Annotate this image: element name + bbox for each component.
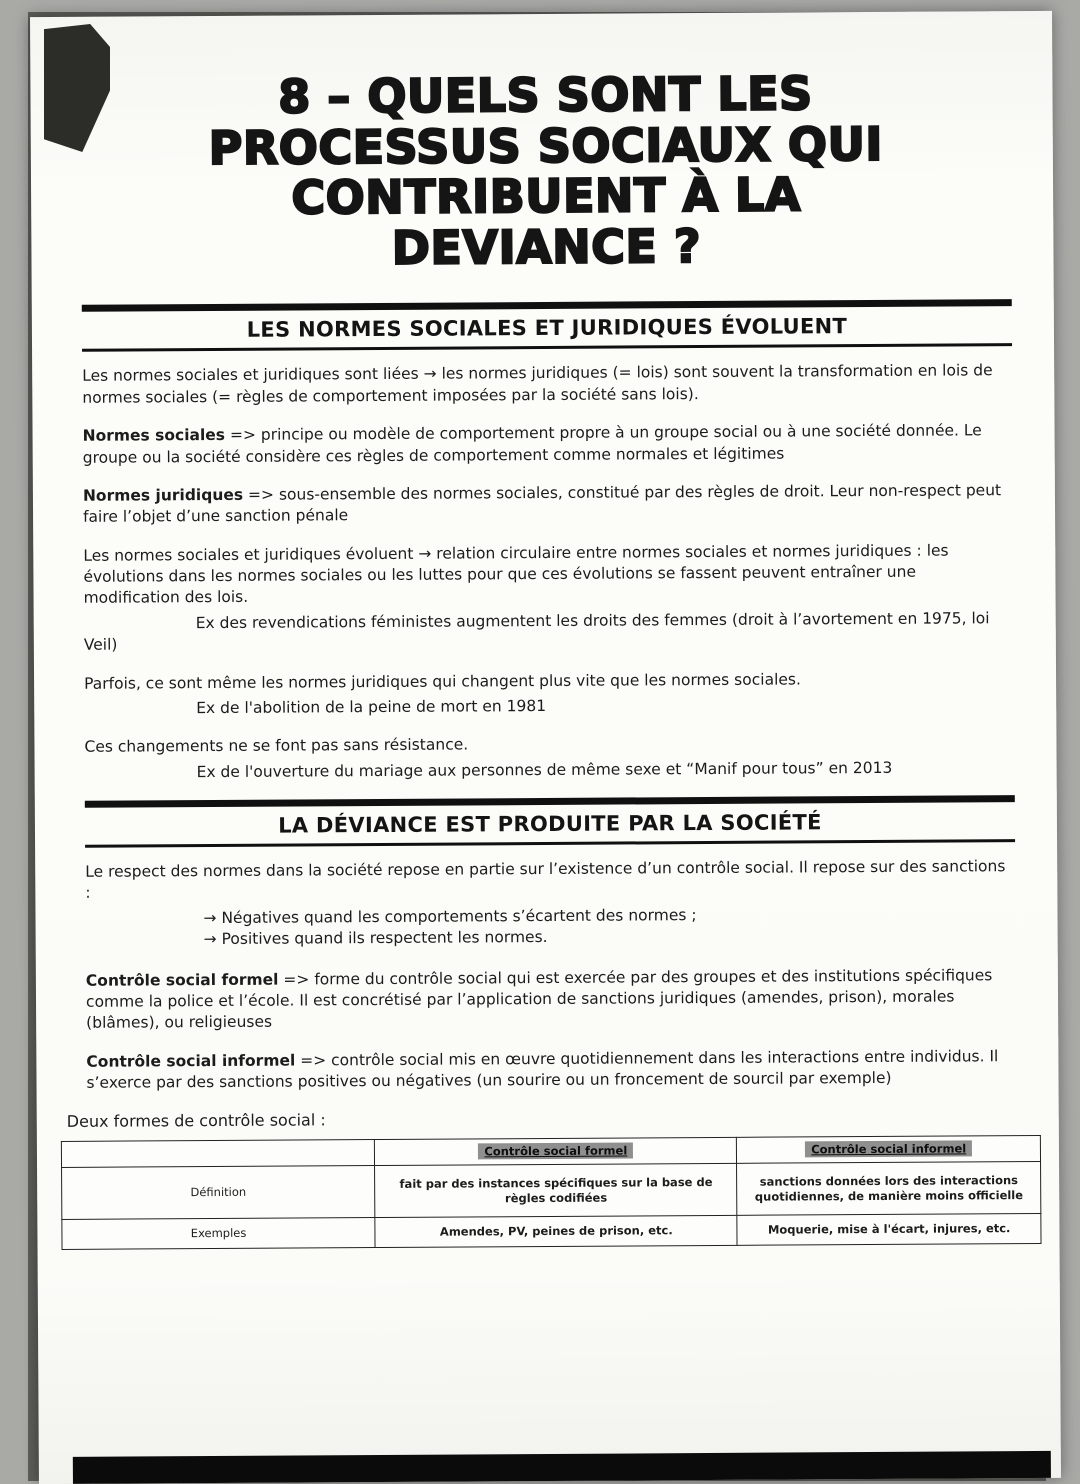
section-heading-block (85, 795, 1015, 848)
paragraph (84, 668, 1014, 695)
table-cell: Moquerie, mise à l'écart, injures, etc. (737, 1214, 1041, 1246)
table-row-definition (62, 1162, 1041, 1220)
table-header-formel-label: Contrôle social formel (478, 1143, 633, 1160)
section-heading: LA DÉVIANCE EST PRODUITE PAR LA SOCIÉTÉ (278, 810, 822, 838)
definition-paragraph (83, 480, 1013, 528)
paragraph-text: Les normes sociales et juridiques évoluent → relation circulaire entre normes sociales et normes juridiques : les évolutions dans les normes sociales ou les luttes pour que ces évolutions se fassent peuvent entraîner une modification des lois. (83, 541, 949, 608)
definition-text: sous-ensemble des normes sociales, constitué par des règles de droit. Leur non-respect peut faire l’objet d’une sanction pénale (83, 481, 1002, 527)
paragraph (82, 361, 1012, 409)
paragraph-text: Ces changements ne se font pas sans résistance. (84, 735, 469, 757)
table-wrapper (61, 1135, 1042, 1250)
definition-term: Normes juridiques (82, 485, 244, 505)
example-line: Ex de l'abolition de la peine de mort en 1981 (196, 696, 547, 717)
table-header-informel-label: Contrôle social informel (805, 1141, 972, 1158)
definition-separator: => (295, 1050, 332, 1070)
title-line: 8 – QUELS SONT LES (278, 66, 813, 124)
definition-paragraph (83, 420, 1013, 468)
definition-text: contrôle social mis en œuvre quotidiennement dans les interactions entre individus. Il s’exerce par des sanctions positives ou négatives (un sourire ou un froncement de sourcil par exemple) (86, 1046, 999, 1092)
social-control-table (61, 1135, 1042, 1250)
title-line: CONTRIBUENT À LA (291, 167, 802, 225)
paragraph (83, 540, 1013, 610)
table-cell: sanctions données lors des interactions quotidiennes, de manière moins officielle (737, 1162, 1041, 1216)
definition-paragraph (86, 965, 1016, 1035)
definition-term: Contrôle social formel (85, 970, 279, 990)
page-title (80, 67, 1011, 275)
row-label: Exemples (62, 1218, 375, 1250)
row-label: Définition (62, 1166, 376, 1220)
section-normes (82, 361, 1015, 784)
section-deviance (66, 856, 1024, 1250)
definition-separator: => (278, 969, 315, 989)
example-line: Ex de l'ouverture du mariage aux personnes de même sexe et “Manif pour tous” en 2013 (196, 758, 893, 781)
paragraph-text: Parfois, ce sont même les normes juridiques qui changent plus vite que les normes sociales. (84, 669, 801, 693)
paragraph (85, 856, 1015, 904)
bullet-line: → Négatives quand les comportements s’écartent des normes ; (203, 905, 697, 927)
bullet-line: → Positives quand ils respectent les normes. (203, 928, 548, 949)
example-line: Ex des revendications féministes augmentent les droits des femmes (droit à l’avortement en 1975, loi Veil) (83, 609, 990, 654)
section-heading-block (82, 300, 1012, 353)
table-header-formel (375, 1138, 737, 1166)
table-cell: Amendes, PV, peines de prison, etc. (375, 1216, 737, 1248)
definition-text: principe ou modèle de comportement propre à un groupe social ou à une société donnée. Le groupe ou la société considère ces règles de comportement comme normales et légitimes (82, 421, 982, 467)
definition-term: Contrôle social informel (86, 1051, 296, 1071)
definition-separator: => (243, 485, 279, 504)
definition-term: Normes sociales (82, 426, 226, 445)
table-row-exemples (62, 1214, 1041, 1250)
definition-separator: => (224, 425, 261, 445)
definition-text: forme du contrôle social qui est exercée par des groupes et des institutions spécifiques comme la police et l’école. Il est concrétisé par l’application de sanctions juridiques (amendes, prison), morales (blâmes), ou religieuses (85, 965, 993, 1033)
title-line: PROCESSUS SOCIAUX QUI (208, 116, 884, 175)
table-intro: Deux formes de contrôle social : (66, 1110, 326, 1132)
paragraph-text: Les normes sociales et juridiques sont liées → les normes juridiques (= lois) sont souvent la transformation en lois de normes sociales (= règles de comportement imposées par la société sans lois). (82, 361, 993, 407)
table-cell: fait par des instances spécifiques sur la base de règles codifiées (375, 1164, 738, 1218)
table-header-empty (61, 1140, 374, 1168)
document-page (30, 11, 1061, 1484)
paragraph (84, 731, 1014, 758)
section-heading: LES NORMES SOCIALES ET JURIDIQUES ÉVOLUENT (246, 314, 848, 343)
table-header-informel (737, 1136, 1041, 1164)
definition-paragraph (86, 1046, 1016, 1094)
title-line: DEVIANCE ? (391, 218, 702, 275)
paragraph-text: Le respect des normes dans la société repose en partie sur l’existence d’un contrôle social. Il repose sur des sanctions : (85, 857, 1006, 903)
sanctions-list (85, 903, 1015, 951)
